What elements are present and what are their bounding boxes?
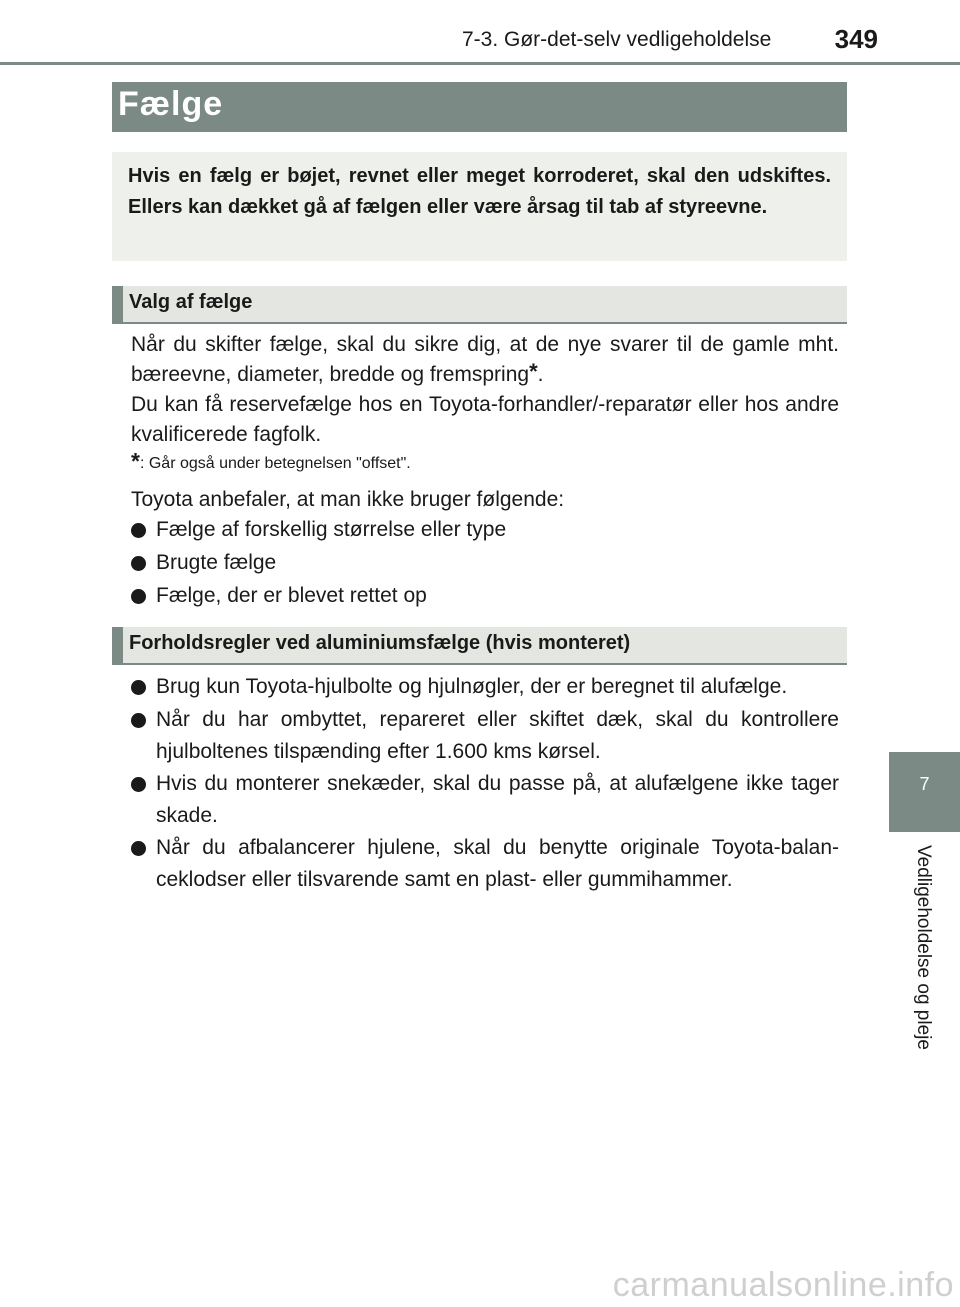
bullet-dot-icon — [131, 841, 146, 856]
list-item-text: Brug kun Toyota-hjulbolte og hjulnøgler, der er beregnet til alufælge. — [156, 675, 788, 698]
list-item — [131, 580, 839, 612]
page-number: 349 — [834, 24, 878, 54]
paragraph-valg-1 — [131, 330, 839, 390]
list-item — [131, 514, 839, 546]
paragraph-valg-1-end: . — [537, 363, 544, 386]
intro-box: Hvis en fælg er bøjet, revnet eller meget korroderet, skal den udskiftes. Ellers kan dækket gå af fælgen eller være årsag til tab af styreevne. — [112, 152, 847, 261]
paragraph-valg-2: Du kan få reservefælge hos en Toyota-forhandler/-reparatør eller hos andre kvalificerede fagfolk. — [131, 393, 839, 446]
bullet-dot-icon — [131, 589, 146, 604]
list-item-text: Fælge af forskellig størrelse eller type — [156, 518, 507, 541]
list-item — [131, 832, 839, 896]
header-rule — [0, 62, 960, 65]
footnote-marker: * — [529, 359, 538, 384]
footnote-text: : Går også under betegnelsen "offset". — [139, 455, 411, 472]
list-item — [131, 704, 839, 768]
section-heading-valg — [112, 286, 847, 324]
footnote-star: * — [131, 448, 140, 474]
chapter-tab — [889, 752, 960, 832]
list-item — [131, 768, 839, 832]
list-item — [131, 547, 839, 579]
bullet-dot-icon — [131, 777, 146, 792]
bullet-dot-icon — [131, 713, 146, 728]
bullet-dot-icon — [131, 523, 146, 538]
list-item-text: Hvis du monterer snekæder, skal du passe på, at alufælgene ikke tager skade. — [156, 772, 839, 827]
list-item — [131, 671, 839, 703]
chapter-tab-number: 7 — [919, 774, 930, 794]
bullet-dot-icon — [131, 680, 146, 695]
bullet-dot-icon — [131, 556, 146, 571]
list-item-text: Fælge, der er blevet rettet op — [156, 584, 427, 607]
section-heading-alu — [112, 627, 847, 665]
chapter-tab-label: Vedligeholdelse og pleje — [913, 845, 934, 1050]
footnote — [131, 447, 411, 474]
page-title: Fælge — [118, 85, 224, 123]
list-item-text: Når du har ombyttet, repareret eller skiftet dæk, skal du kontrollere hjulboltenes tilspænding efter 1.600 kms kørsel. — [156, 708, 839, 763]
section-heading-alu-label: Forholdsregler ved aluminiumsfælge (hvis monteret) — [129, 632, 631, 654]
watermark: carmanualsonline.info — [612, 1266, 954, 1304]
section-heading-valg-label: Valg af fælge — [129, 291, 253, 313]
paragraph-valg-1-text: Når du skifter fælge, skal du sikre dig, at de nye svarer til de gamle mht. bæreevne, diameter, bredde og fremspring — [131, 333, 839, 386]
paragraph-recommend: Toyota anbefaler, at man ikke bruger følgende: — [131, 488, 565, 511]
list-item-text: Når du afbalancerer hjulene, skal du benytte originale Toyota-balan-ceklodser eller tilsvarende samt en plast- eller gummihammer. — [156, 836, 839, 891]
page-title-bar — [112, 82, 847, 132]
list-item-text: Brugte fælge — [156, 551, 277, 574]
running-header: 7-3. Gør-det-selv vedligeholdelse — [462, 28, 772, 51]
